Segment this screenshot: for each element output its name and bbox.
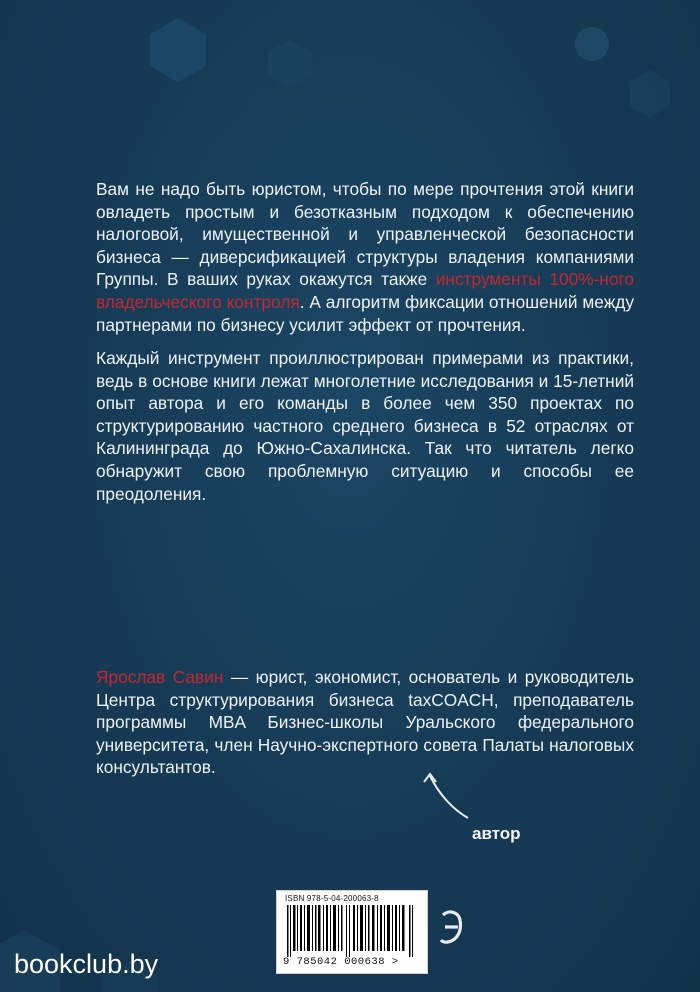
hexagon-decoration bbox=[630, 70, 670, 118]
curved-arrow-icon bbox=[418, 766, 478, 826]
isbn-text: ISBN 978-5-04-200063-8 bbox=[285, 894, 379, 903]
barcode-digits: 9 785042 000638 > bbox=[283, 956, 399, 968]
hexagon-decoration bbox=[268, 40, 312, 88]
hexagon-decoration bbox=[150, 18, 206, 82]
barcode-bars bbox=[287, 905, 417, 957]
watermark: bookclub.by bbox=[14, 949, 159, 979]
author-bio: Ярослав Савин — юрист, экономист, основатель и руководитель Центра структурирования бизнеса taxCOACH, преподаватель программы MBA Бизнес-школы Уральского федерального университета, член Научно-экспертного совета Палаты налоговых консультантов. bbox=[96, 667, 634, 778]
barcode bbox=[276, 890, 428, 974]
author-label: автор bbox=[472, 824, 521, 843]
description-paragraph-1: Вам не надо быть юристом, чтобы по мере прочтения этой книги овладеть простым и безотказным подходом к обеспечению налоговой, имущественной и управленческой безопасности бизнеса — диверсификацией структуры владения компаниями Группы. В ваших руках окажутся также инструменты 100%-ного владельческого контроля. А алгоритм фиксации отношений между партнерами по бизнесу усилит эффект от прочтения. bbox=[96, 179, 635, 335]
author-name: Ярослав Савин bbox=[96, 667, 224, 687]
eksmo-logo-icon bbox=[438, 906, 464, 948]
highlighted-phrase: инструменты 100%-ного владельческого контроля bbox=[96, 269, 634, 312]
hexagon-decoration bbox=[575, 27, 609, 61]
description-paragraph-2: Каждый инструмент проиллюстрирован примерами из практики, ведь в основе книги лежат многолетние исследования и 15-летний опыт автора и его команды в более чем 350 проектах по структурированию частного среднего бизнеса в 52 отраслях от Калининграда до Южно-Сахалинска. Так что читатель легко обнаружит свою проблемную ситуацию и способы ее преодоления. bbox=[96, 348, 634, 504]
